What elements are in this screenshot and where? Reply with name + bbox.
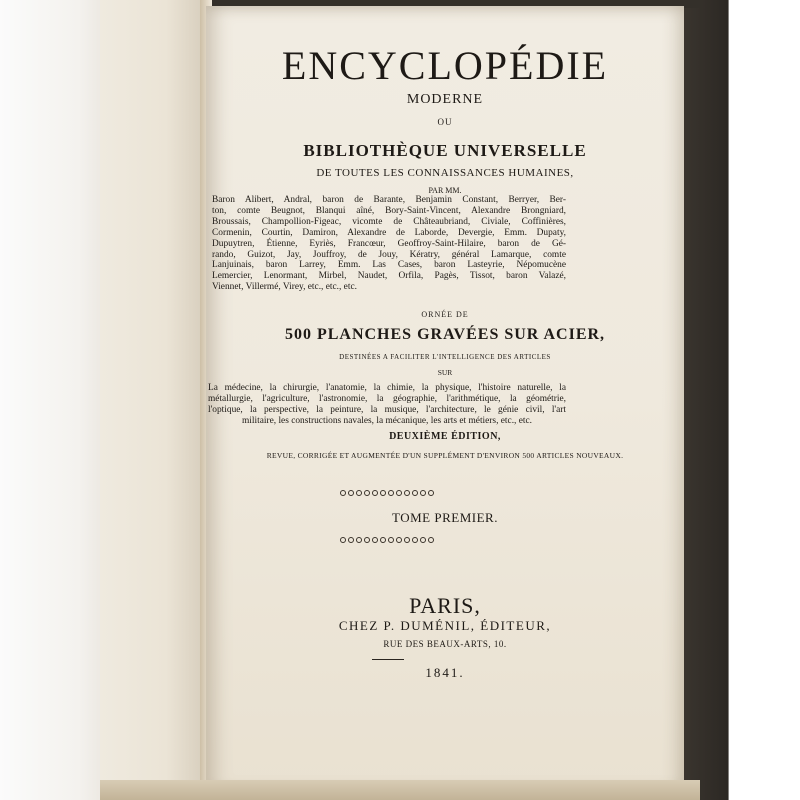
- subjects-line: La médecine, la chirurgie, l'anatomie, la chimie, la physique, l'histoire naturelle, la: [208, 383, 566, 393]
- authors-line: Lemercier, Lenormant, Mirbel, Naudet, Orfila, Pagès, Tissot, baron Valazé,: [212, 271, 566, 282]
- conjunction-ou: OU: [437, 117, 453, 127]
- left-page: [100, 0, 211, 790]
- authors-line: ton, comte Beugnot, Blanqui aîné, Bory-Saint-Vincent, Alexandre Brongniard,: [212, 205, 566, 216]
- subjects-line: militaire, les constructions navales, la mécanique, les arts et métiers, etc., etc.: [242, 416, 532, 426]
- revision-note: REVUE, CORRIGÉE ET AUGMENTÉE D'UN SUPPLÉMENT D'ENVIRON 500 ARTICLES NOUVEAUX.: [266, 451, 624, 460]
- book-title: ENCYCLOPÉDIE: [281, 43, 609, 88]
- par-mm: PAR MM.: [428, 186, 462, 195]
- ornament-bottom: [340, 537, 434, 543]
- background-surface-right: [680, 0, 800, 800]
- ornee-de: ORNÉE DE: [421, 310, 469, 319]
- subjects-line: métallurgie, l'agriculture, l'astronomie, la géographie, l'arithmétique, la géométrie,: [208, 394, 566, 404]
- divider-rule: [372, 659, 404, 660]
- authors-line: Baron Alibert, Andral, baron de Barante, Benjamin Constant, Berryer, Ber-: [212, 195, 566, 205]
- subjects-list: [208, 383, 566, 427]
- ornament-top: [340, 490, 434, 496]
- edition-label: DEUXIÈME ÉDITION,: [389, 431, 501, 442]
- series-description: DE TOUTES LES CONNAISSANCES HUMAINES,: [316, 167, 574, 179]
- publisher-address: RUE DES BEAUX-ARTS, 10.: [383, 639, 507, 649]
- book-subtitle: MODERNE: [406, 92, 484, 107]
- publication-year: 1841.: [425, 665, 465, 680]
- authors-line: Dupuytren, Étienne, Eyriès, Francœur, Geoffroy-Saint-Hilaire, baron de Gé-: [212, 238, 566, 249]
- authors-line: Viennet, Villermé, Virey, etc., etc., etc.: [212, 282, 357, 293]
- authors-line: Broussais, Champollion-Figeac, vicomte de Châteaubriand, Civiale, Coffinières,: [212, 216, 566, 227]
- authors-line: rando, Guizot, Jay, Jouffroy, de Jouy, Kératry, général Lamarque, comte: [212, 249, 566, 260]
- publication-city: PARIS,: [409, 593, 481, 618]
- authors-list: [212, 195, 566, 293]
- page-bottom-edge: [100, 780, 700, 800]
- plates-purpose: DESTINÉES A FACILITER L'INTELLIGENCE DES ARTICLES: [339, 353, 551, 361]
- authors-line: Lanjuinais, baron Larrey, Emm. Las Cases, baron Lasteyrie, Népomucène: [212, 260, 566, 271]
- subjects-line: l'optique, la perspective, la peinture, la musique, l'architecture, le génie civil, l'art: [208, 405, 566, 415]
- background-surface-left: [0, 0, 112, 800]
- publisher-name: CHEZ P. DUMÉNIL, ÉDITEUR,: [338, 618, 552, 633]
- authors-line: Cormenin, Courtin, Damiron, Alexandre de Laborde, Devergie, Emm. Dupaty,: [212, 227, 566, 238]
- volume-label: TOME PREMIER.: [392, 510, 498, 525]
- series-title: BIBLIOTHÈQUE UNIVERSELLE: [303, 141, 587, 160]
- plates-count: 500 PLANCHES GRAVÉES SUR ACIER,: [284, 326, 606, 343]
- sur-label: SUR: [437, 368, 453, 377]
